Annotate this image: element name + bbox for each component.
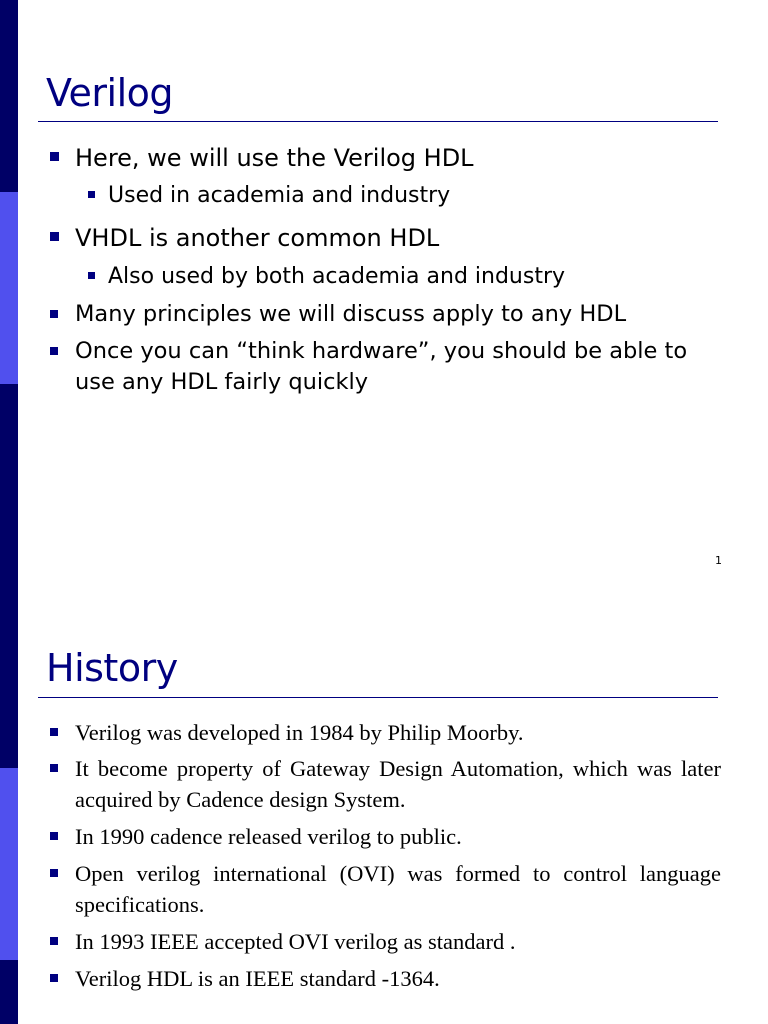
bullet-item — [75, 926, 721, 957]
bullet-text: Here, we will use the Verilog HDL — [75, 144, 474, 172]
bullet-list — [0, 576, 768, 1024]
slide-history — [0, 576, 768, 1024]
square-bullet-icon — [50, 832, 58, 840]
bullet-item — [75, 299, 720, 330]
square-bullet-icon — [88, 272, 95, 279]
page-number: 1 — [715, 554, 722, 567]
bullet-text: Many principles we will discuss apply to any HDL — [75, 301, 627, 327]
square-bullet-icon — [88, 191, 95, 198]
square-bullet-icon — [50, 232, 59, 241]
square-bullet-icon — [50, 310, 58, 318]
bullet-text: Used in academia and industry — [108, 183, 451, 208]
sub-bullet-item — [108, 182, 708, 210]
slide-title: History — [46, 646, 178, 690]
bullet-text: Also used by both academia and industry — [108, 264, 566, 289]
square-bullet-icon — [50, 937, 58, 945]
square-bullet-icon — [50, 974, 58, 982]
bullet-item — [75, 143, 720, 173]
square-bullet-icon — [50, 152, 59, 161]
sub-bullet-item — [108, 263, 708, 291]
square-bullet-icon — [50, 764, 58, 772]
bullet-text: Once you can “think hardware”, you should be able to use any HDL fairly quickly — [75, 338, 688, 395]
bullet-text: Verilog HDL is an IEEE standard -1364. — [75, 966, 440, 991]
bullet-text: Verilog was developed in 1984 by Philip Moorby. — [75, 720, 524, 745]
square-bullet-icon — [50, 347, 58, 355]
bullet-item — [75, 223, 720, 253]
bullet-text: In 1990 cadence released verilog to public. — [75, 824, 462, 849]
slide-title: Verilog — [46, 71, 174, 115]
square-bullet-icon — [50, 728, 58, 736]
bullet-item — [75, 753, 721, 815]
square-bullet-icon — [50, 869, 58, 877]
bullet-item — [75, 717, 721, 748]
bullet-text: Open verilog international (OVI) was formed to control language specifications. — [75, 861, 721, 917]
bullet-item — [75, 821, 721, 852]
bullet-text: It become property of Gateway Design Automation, which was later acquired by Cadence design System. — [75, 756, 721, 812]
bullet-item — [75, 858, 721, 920]
bullet-text: VHDL is another common HDL — [75, 224, 440, 252]
bullet-item — [75, 963, 721, 994]
bullet-text: In 1993 IEEE accepted OVI verilog as standard . — [75, 929, 516, 954]
bullet-item — [75, 336, 720, 398]
